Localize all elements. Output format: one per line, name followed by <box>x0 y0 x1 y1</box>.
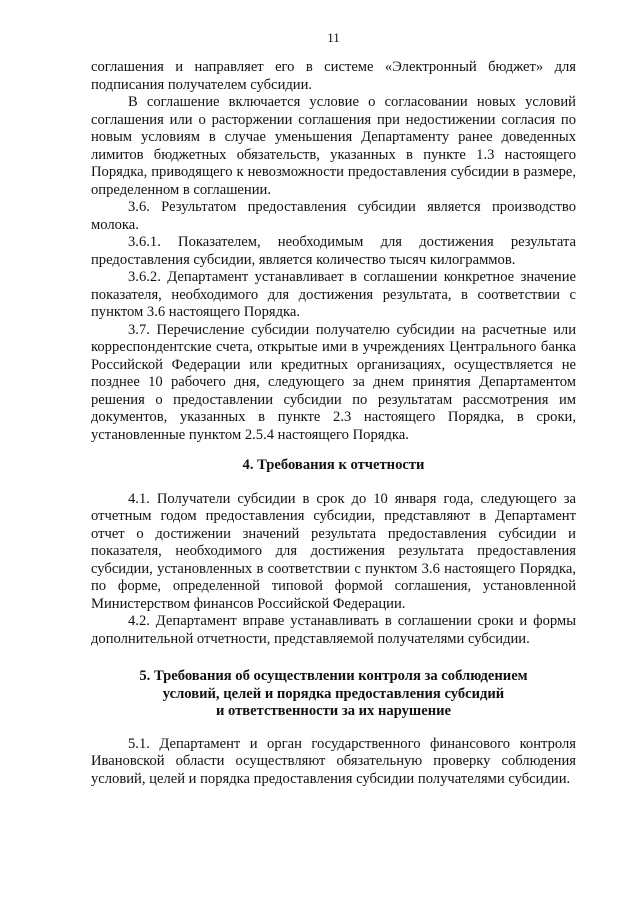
paragraph-agreement-conditions: В соглашение включается условие о согласовании новых условий соглашения или о расторжении соглашения при недостижении согласия по новым условиям в случае уменьшения Департаменту ранее доведенных лимитов бюджетных обязательств, указанных в пункте 1.3 настоящего Порядка, приводящего к невозможности предоставления субсидии в размере, определенном в соглашении. <box>91 94 576 198</box>
paragraph-3-6-2: 3.6.2. Департамент устанавливает в соглашении конкретное значение показателя, необходимого для достижения результата, в соответствии с пунктом 3.6 настоящего Порядка. <box>91 269 576 320</box>
paragraph-3-6-1: 3.6.1. Показателем, необходимым для достижения результата предоставления субсидии, является количество тысяч килограммов. <box>91 234 576 268</box>
paragraph-4-1: 4.1. Получатели субсидии в срок до 10 января года, следующего за отчетным годом предоставления субсидии, представляют в Департамент отчет о достижении значений результата предоставления субсидии и показателя, необходимого для достижения результата предоставления субсидии, установленных в соответствии с пунктом 3.6 настоящего Порядка, по форме, определенной типовой формой соглашения, установленной Министерством финансов Российской Федерации. <box>91 490 576 612</box>
page-number: 11 <box>327 30 340 45</box>
section-5-heading-line-2: условий, целей и порядка предоставления субсидий <box>162 685 505 702</box>
paragraph-4-2: 4.2. Департамент вправе устанавливать в соглашении сроки и формы дополнительной отчетности, представляемой получателями субсидии. <box>91 613 576 647</box>
paragraph-5-1: 5.1. Департамент и орган государственного финансового контроля Ивановской области осуществляют обязательную проверку соблюдения условий, целей и порядка предоставления субсидии получателями субсидии. <box>91 735 576 787</box>
section-4-heading: 4. Требования к отчетности <box>242 457 425 473</box>
paragraph-3-6: 3.6. Результатом предоставления субсидии является производство молока. <box>91 199 576 233</box>
section-5-heading-line-3: и ответственности за их нарушение <box>215 703 452 719</box>
section-5-heading-line-1: 5. Требования об осуществлении контроля за соблюдением <box>139 668 528 684</box>
paragraph-3-7: 3.7. Перечисление субсидии получателю субсидии на расчетные или корреспондентские счета, открытые ими в учреждениях Центрального банка Российской Федерации или кредитных организациях, осуществляется не позднее 10 рабочего дня, следующего за днем принятия Департаментом решения о предоставлении субсидии по результатам рассмотрения им документов, указанных в пункте 2.3 настоящего Порядка, в сроки, установленные пунктом 2.5.4 настоящего Порядка. <box>91 321 576 443</box>
paragraph-continuation: соглашения и направляет его в системе «Электронный бюджет» для подписания получателем субсидии. <box>91 59 576 93</box>
